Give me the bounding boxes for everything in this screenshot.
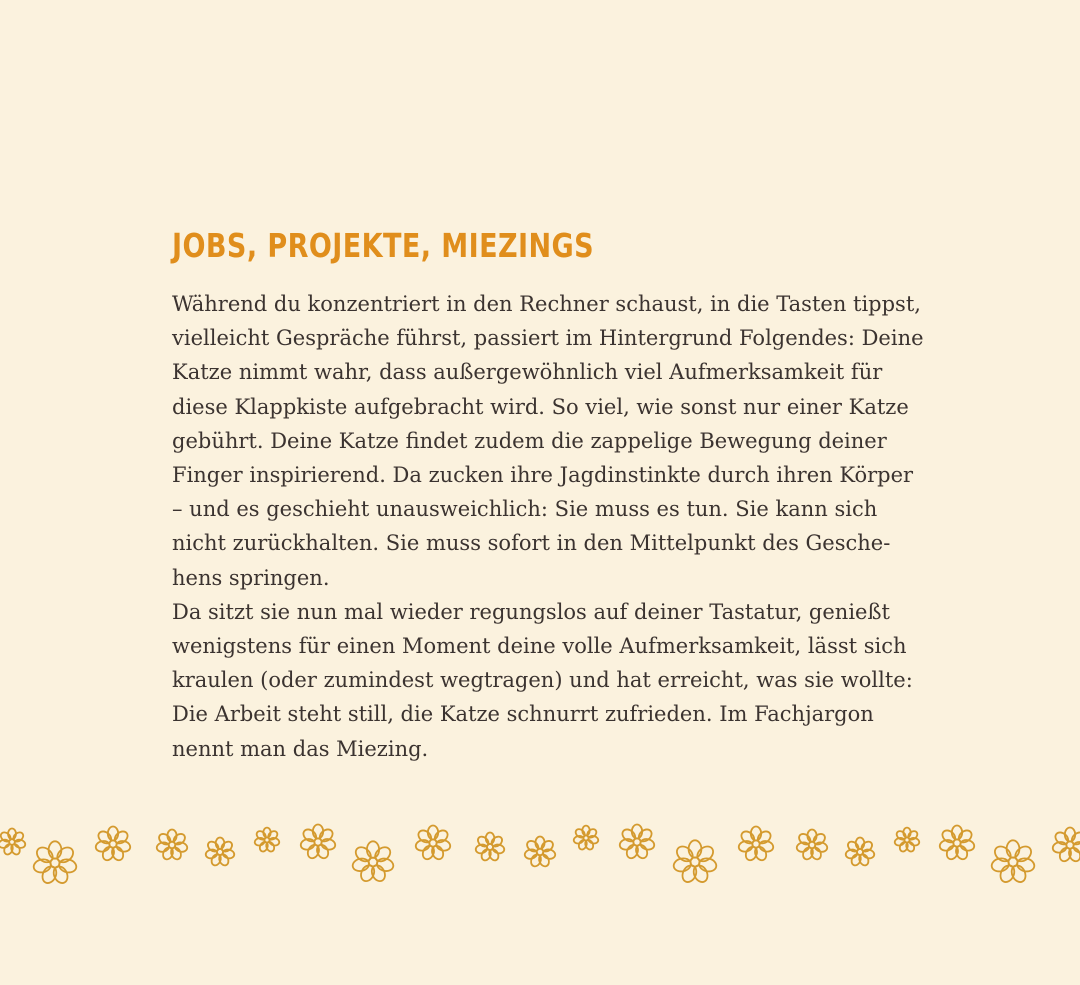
flower-icon [254,828,280,853]
text-line: nicht zurückhalten. Sie muss sofort in den Mittelpunkt des Gesche- [172,531,891,556]
text-line: kraulen (oder zumindest wegtragen) und hat erreicht, was sie wollte: [172,668,913,693]
flower-icon [32,841,77,885]
flower-icon [939,826,976,862]
text-line: gebührt. Deine Katze findet zudem die zappelige Bewegung deiner [172,428,887,453]
flower-icon [672,840,717,884]
flower-icon [95,827,132,863]
flower-icon [300,825,337,861]
flower-icon [845,838,875,867]
text-line: Finger inspirierend. Da zucken ihre Jagdinstinkte durch ihren Körper [172,463,914,488]
text-line: vielleicht Gespräche führst, passiert im Hintergrund Folgendes: Deine [172,326,924,351]
flower-icon [205,838,235,867]
text-line: diese Klappkiste aufgebracht wird. So viel, wie sonst nur einer Katze [172,394,909,419]
text-line: Da sitzt sie nun mal wieder regungslos auf deiner Tastatur, genießt [172,599,890,624]
flower-icon [619,825,656,861]
flower-icon [1052,828,1080,864]
flower-icon [990,840,1035,884]
text-line: Während du konzentriert in den Rechner schaust, in die Tasten tippst, [172,292,921,316]
flower-icon [475,833,505,862]
flower-icon [351,841,394,883]
text-line: nennt man das Miezing. [172,736,429,761]
text-line: wenigstens für einen Moment deine volle Aufmerksamkeit, lässt sich [172,634,907,659]
flower-icon [573,826,599,851]
flower-icon [0,829,26,856]
flower-icon [156,830,188,861]
text-line: hens springen. [172,565,330,590]
body-paragraph [172,287,932,766]
flower-border [0,805,1080,905]
text-line: Katze nimmt wahr, dass außergewöhnlich viel Aufmerksamkeit für [172,360,883,385]
flower-icon [524,837,556,868]
flower-icon [796,830,828,861]
flower-icon [894,828,920,853]
flower-icon [738,827,775,863]
flower-icon [415,826,452,862]
page-title: JOBS, PROJEKTE, MIEZINGS [172,226,595,265]
text-line: – und es geschieht unausweichlich: Sie muss es tun. Sie kann sich [172,497,878,522]
text-line: Die Arbeit steht still, die Katze schnurrt zufrieden. Im Fachjargon [172,702,874,727]
